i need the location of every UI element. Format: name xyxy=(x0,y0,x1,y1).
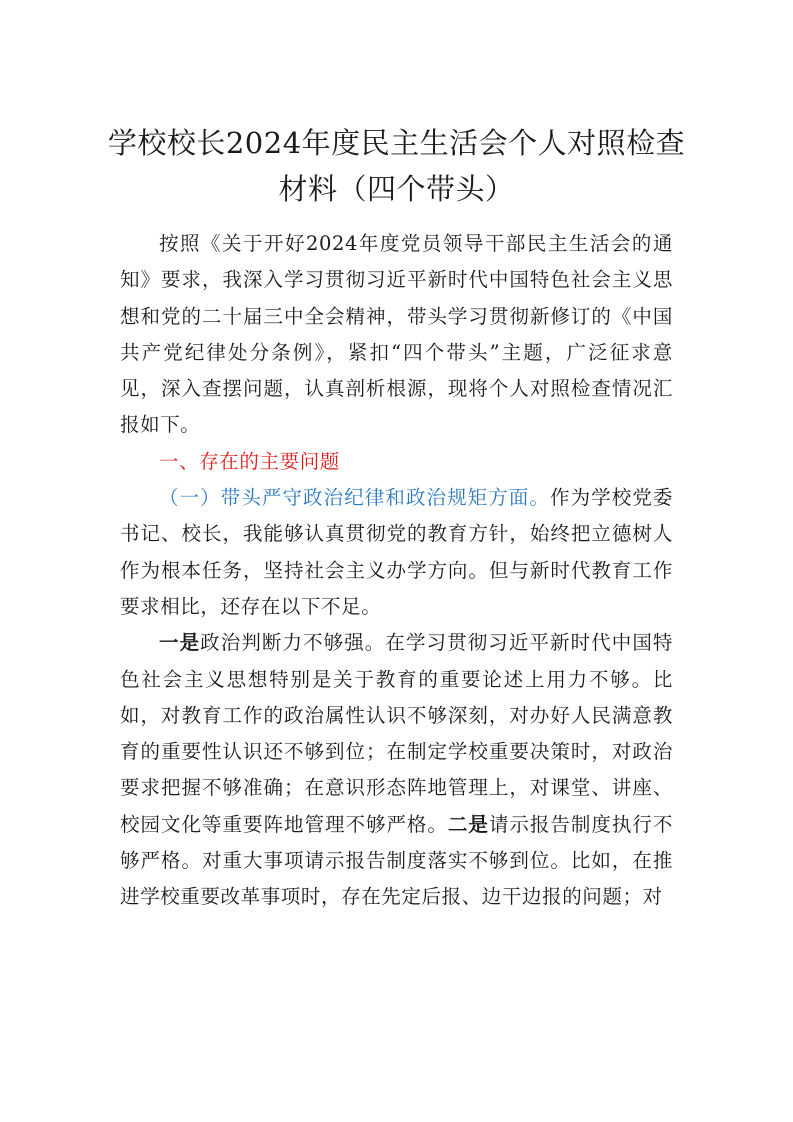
title-line-2: 材料（四个带头） xyxy=(278,172,515,206)
subsection-paragraph-1 xyxy=(120,480,673,625)
subsection-heading-1: （一）带头严守政治纪律和政治规矩方面。 xyxy=(159,486,550,510)
document-body xyxy=(120,226,673,916)
point-text-1: 政治判断力不够强。在学习贯彻习近平新时代中国特色社会主义思想特别是关于教育的重要论述上用力不够。比如，对教育工作的政治属性认识不够深刻，对办好人民满意教育的重要性认识还不够到位；在制定学校重要决策时，对政治要求把握不够准确；在意识形态阵地管理上，对课堂、讲座、校园文化等重要阵地管理不够严格。 xyxy=(120,631,673,836)
point-text-2: 请示报告制度执行不够严格。对重大事项请示报告制度落实不够到位。比如，在推进学校重要改革事项时，存在先定后报、边干边报的问题；对 xyxy=(120,812,674,909)
document-title xyxy=(100,120,693,212)
point-label-1: 一是 xyxy=(159,631,201,655)
point-paragraph xyxy=(120,625,673,915)
intro-paragraph: 按照《关于开好2024年度党员领导干部民主生活会的通知》要求，我深入学习贯彻习近平新时代中国特色社会主义思想和党的二十届三中全会精神，带头学习贯彻新修订的《中国共产党纪律处分条例》，紧扣“四个带头”主题，广泛征求意见，深入查摆问题，认真剖析根源，现将个人对照检查情况汇报如下。 xyxy=(120,232,673,437)
title-line-1: 学校校长2024年度民主生活会个人对照检查 xyxy=(107,126,686,160)
section-heading-problems: 一、存在的主要问题 xyxy=(159,449,340,473)
point-label-2: 二是 xyxy=(447,812,489,836)
subsection-text-1: 作为学校党委书记、校长，我能够认真贯彻党的教育方针，始终把立德树人作为根本任务，坚持社会主义办学方向。但与新时代教育工作要求相比，还存在以下不足。 xyxy=(120,486,673,618)
